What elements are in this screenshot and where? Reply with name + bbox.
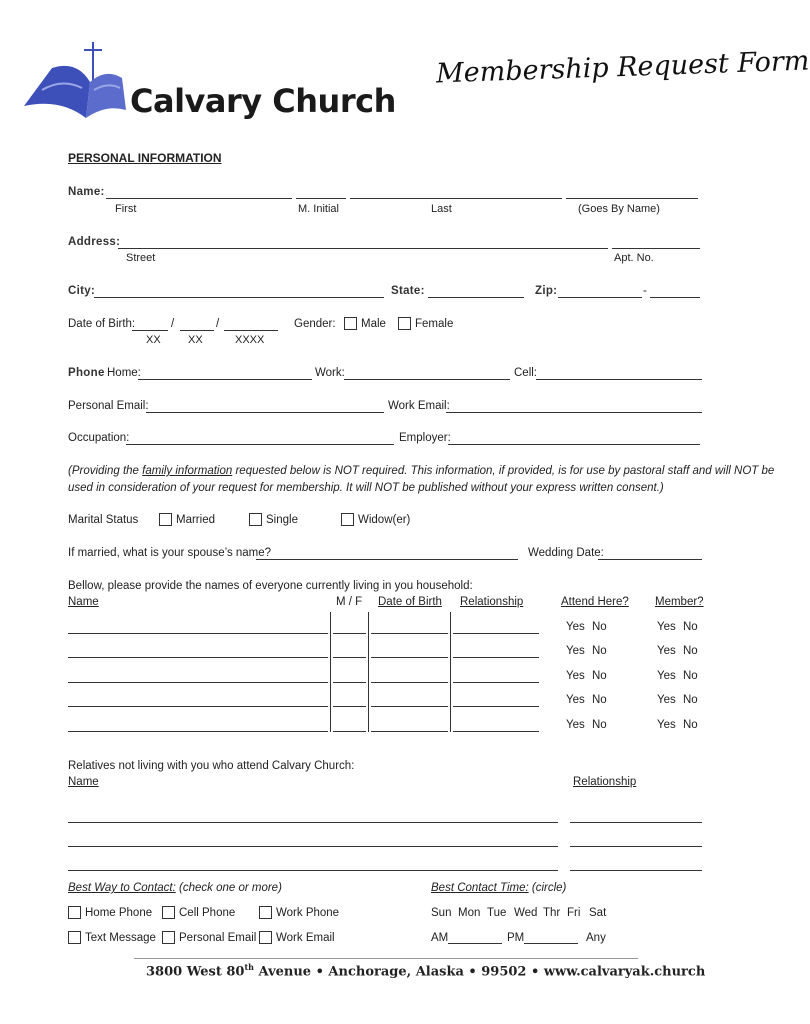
home-phone-option: Home Phone [85,907,153,919]
work-email-option: Work Email [276,932,335,944]
section-title-personal: PERSONAL INFORMATION [68,151,222,165]
day-option-3[interactable]: Wed [514,907,538,919]
text-message-checkbox[interactable] [68,931,81,944]
middle-initial-caption: M. Initial [298,203,339,215]
am-label: AM [431,932,449,944]
church-logo [22,38,142,128]
dob-month-field[interactable] [132,330,168,331]
dob-slash-1: / [171,318,175,330]
pm-label: PM [507,932,525,944]
day-option-6[interactable]: Sat [589,907,607,919]
widower-label: Widow(er) [358,514,411,526]
household-relationship-field[interactable] [453,706,539,707]
city-field[interactable] [94,297,384,298]
household-mf-field[interactable] [333,657,366,658]
bible-cross-logo-icon [22,38,142,128]
first-caption: First [115,203,137,215]
family-note-line2: used in consideration of your request for membership. It will NOT be published without your express written consent.) [68,482,664,494]
spouse-name-field[interactable] [256,559,518,560]
personal-email-field[interactable] [146,412,384,413]
attend-yes-option[interactable]: Yes [566,621,585,633]
occupation-field[interactable] [126,444,394,445]
dob-month-caption: XX [146,334,161,346]
relative-relationship-field[interactable] [570,870,702,871]
female-label: Female [415,318,454,330]
household-divider-3 [450,612,451,732]
text-message-option: Text Message [85,932,156,944]
household-relationship-field[interactable] [453,731,539,732]
goes-by-caption: (Goes By Name) [578,203,660,215]
street-caption: Street [126,252,156,264]
middle-initial-field[interactable] [296,198,346,199]
first-name-field[interactable] [106,198,292,199]
attend-yes-option[interactable]: Yes [566,719,585,731]
am-time-field[interactable] [448,943,502,944]
spouse-name-label: If married, what is your spouse’s name? [68,547,272,559]
occupation-label: Occupation: [68,432,130,444]
male-label: Male [361,318,386,330]
member-yes-option[interactable]: Yes [657,645,676,657]
relative-name-field[interactable] [68,822,558,823]
dob-label: Date of Birth: [68,318,136,330]
household-mf-field[interactable] [333,633,366,634]
apt-caption: Apt. No. [614,252,654,264]
dob-day-caption: XX [188,334,203,346]
wedding-date-label: Wedding Date: [528,547,604,559]
home-phone-label: Home: [107,367,141,379]
member-no-option[interactable]: No [683,645,698,657]
wedding-date-field[interactable] [598,559,702,560]
member-header: Member? [655,596,704,608]
attend-no-option[interactable]: No [592,621,607,633]
relative-relationship-field[interactable] [570,822,702,823]
personal-email-checkbox[interactable] [162,931,175,944]
attend-yes-option[interactable]: Yes [566,645,585,657]
work-phone-label: Work: [315,367,345,379]
employer-label: Employer: [399,432,451,444]
cell-phone-option: Cell Phone [179,907,236,919]
day-option-0[interactable]: Sun [431,907,452,919]
mf-header: M / F [336,596,363,608]
single-checkbox[interactable] [249,513,262,526]
day-option-5[interactable]: Fri [567,907,581,919]
any-option[interactable]: Any [586,932,606,944]
home-phone-field[interactable] [138,379,312,380]
footer-address: 3800 West 80th Avenue • Anchorage, Alaska • 99502 • www.calvaryak.church [146,962,706,980]
female-checkbox[interactable] [398,317,411,330]
zip4-field[interactable] [650,297,700,298]
zip-label: Zip: [535,285,558,297]
church-name: Calvary Church [130,82,396,120]
household-mf-field[interactable] [333,682,366,683]
relative-name-field[interactable] [68,846,558,847]
dob-header: Date of Birth [378,596,442,608]
male-checkbox[interactable] [344,317,357,330]
dob-year-field[interactable] [224,330,278,331]
married-label: Married [176,514,215,526]
family-note-line1: (Providing the family information requested below is NOT required. This information, if provided, is for use by pastoral staff and will NOT be [68,465,775,477]
state-field[interactable] [428,297,524,298]
cell-phone-field[interactable] [536,379,702,380]
best-time-label: Best Contact Time: (circle) [431,882,567,894]
household-name-field[interactable] [68,657,328,658]
footer-divider [134,958,638,959]
member-no-option[interactable]: No [683,670,698,682]
state-label: State: [391,285,425,297]
street-field[interactable] [118,248,608,249]
city-label: City: [68,285,96,297]
dob-day-field[interactable] [180,330,214,331]
phone-label: Phone [68,367,105,379]
household-divider-1 [330,612,331,732]
cell-phone-label: Cell: [514,367,538,379]
pm-time-field[interactable] [524,943,578,944]
household-relationship-field[interactable] [453,633,539,634]
married-checkbox[interactable] [159,513,172,526]
employer-field[interactable] [448,444,700,445]
personal-email-label: Personal Email: [68,400,149,412]
relationship-header: Relationship [460,596,524,608]
name-label: Name: [68,186,105,198]
last-name-field[interactable] [350,198,562,199]
zip-field[interactable] [558,297,642,298]
household-name-field[interactable] [68,706,328,707]
member-no-option[interactable]: No [683,694,698,706]
relatives-label: Relatives not living with you who attend Calvary Church: [68,760,355,772]
day-option-1[interactable]: Mon [458,907,481,919]
cell-phone-checkbox[interactable] [162,906,175,919]
relatives-relationship-header: Relationship [573,776,637,788]
form-title: Membership Request Form [435,45,810,90]
apt-field[interactable] [612,248,700,249]
best-way-label: Best Way to Contact: (check one or more) [68,882,282,894]
zip-dash: - [643,285,647,297]
dob-slash-2: / [216,318,220,330]
household-mf-field[interactable] [333,706,366,707]
member-no-option[interactable]: No [683,621,698,633]
household-relationship-field[interactable] [453,682,539,683]
household-name-field[interactable] [68,731,328,732]
household-relationship-field[interactable] [453,657,539,658]
member-yes-option[interactable]: Yes [657,694,676,706]
attend-yes-option[interactable]: Yes [566,694,585,706]
day-option-2[interactable]: Tue [487,907,507,919]
household-mf-field[interactable] [333,731,366,732]
household-divider-2 [368,612,369,732]
work-email-field[interactable] [446,412,702,413]
attend-no-option[interactable]: No [592,719,607,731]
member-yes-option[interactable]: Yes [657,719,676,731]
member-yes-option[interactable]: Yes [657,621,676,633]
personal-email-option: Personal Email [179,932,257,944]
household-name-field[interactable] [68,682,328,683]
widower-checkbox[interactable] [341,513,354,526]
gender-label: Gender: [294,318,336,330]
household-dob-field[interactable] [371,633,448,634]
family-information-link: family information [142,465,233,477]
attend-no-option[interactable]: No [592,645,607,657]
attend-no-option[interactable]: No [592,670,607,682]
member-no-option[interactable]: No [683,719,698,731]
work-phone-option: Work Phone [276,907,340,919]
attend-no-option[interactable]: No [592,694,607,706]
household-name-header: Name [68,596,99,608]
household-dob-field[interactable] [371,706,448,707]
household-label: Bellow, please provide the names of everyone currently living in you household: [68,580,473,592]
household-dob-field[interactable] [371,657,448,658]
relative-relationship-field[interactable] [570,846,702,847]
work-phone-field[interactable] [344,379,510,380]
work-email-checkbox[interactable] [259,931,272,944]
address-label: Address: [68,236,121,248]
relatives-name-header: Name [68,776,99,788]
household-dob-field[interactable] [371,731,448,732]
attend-yes-option[interactable]: Yes [566,670,585,682]
relative-name-field[interactable] [68,870,558,871]
household-dob-field[interactable] [371,682,448,683]
dob-year-caption: XXXX [235,334,265,346]
household-name-field[interactable] [68,633,328,634]
home-phone-checkbox[interactable] [68,906,81,919]
member-yes-option[interactable]: Yes [657,670,676,682]
last-caption: Last [431,203,452,215]
single-label: Single [266,514,298,526]
day-option-4[interactable]: Thr [543,907,561,919]
work-email-label: Work Email: [388,400,450,412]
work-phone-checkbox[interactable] [259,906,272,919]
goes-by-name-field[interactable] [566,198,698,199]
attend-header: Attend Here? [561,596,629,608]
marital-status-label: Marital Status [68,514,139,526]
